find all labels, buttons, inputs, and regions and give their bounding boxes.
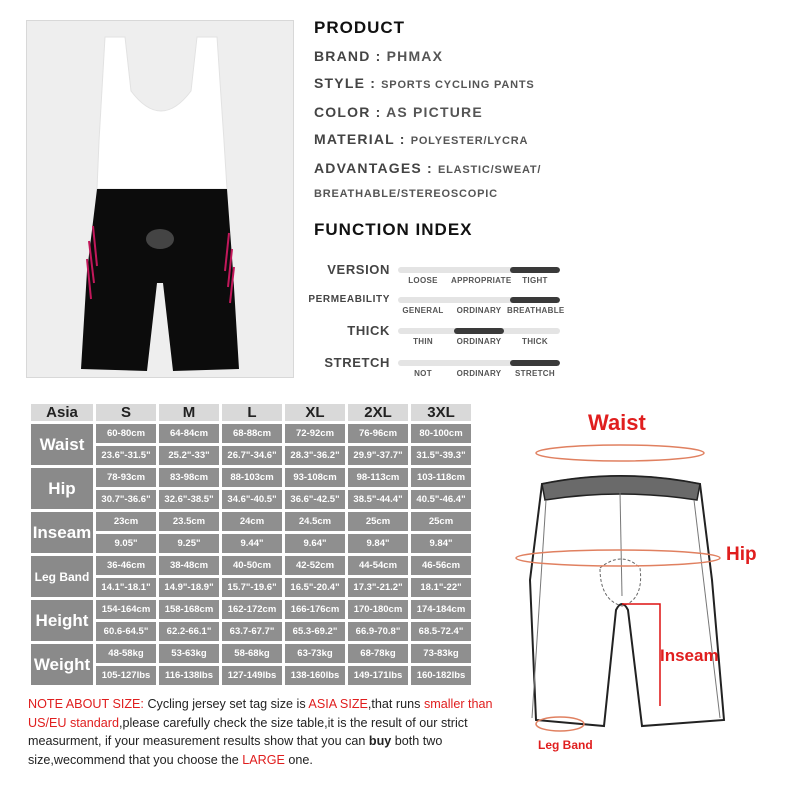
bib-shorts-image xyxy=(27,21,295,379)
size-value-metric: 80-100cm xyxy=(411,424,471,443)
note-smaller-than: smaller than US/EU standard xyxy=(28,697,493,730)
size-value-imperial: 14.9"-18.9" xyxy=(159,578,219,597)
waist-label: Waist xyxy=(588,410,646,435)
size-value-metric: 24cm xyxy=(222,512,282,531)
size-value-metric: 46-56cm xyxy=(411,556,471,575)
size-value-imperial: 9.84" xyxy=(348,534,408,553)
spec-key: BRAND : xyxy=(314,48,387,64)
function-label: STRETCH xyxy=(324,355,390,370)
function-level-indicator xyxy=(510,267,560,273)
size-value-imperial: 62.2-66.1" xyxy=(159,622,219,641)
size-row-imperial xyxy=(31,578,471,597)
size-value-imperial: 9.44" xyxy=(222,534,282,553)
function-label: PERMEABILITY xyxy=(308,294,390,305)
size-value-metric: 36-46cm xyxy=(96,556,156,575)
size-header: L xyxy=(222,404,282,421)
size-table xyxy=(28,401,474,688)
size-value-metric: 63-73kg xyxy=(285,644,345,663)
size-value-imperial: 36.6"-42.5" xyxy=(285,490,345,509)
size-value-imperial: 38.5"-44.4" xyxy=(348,490,408,509)
size-row-label: Hip xyxy=(31,468,93,509)
spec-value: SPORTS CYCLING PANTS xyxy=(381,79,535,91)
function-option: THICK xyxy=(522,337,548,346)
note-text-1: Cycling jersey set tag size is xyxy=(147,697,309,711)
size-header: S xyxy=(96,404,156,421)
size-row xyxy=(31,600,471,619)
function-level-bar xyxy=(398,267,560,273)
note-text-2: ,that runs xyxy=(367,697,424,711)
size-value-imperial: 65.3-69.2" xyxy=(285,622,345,641)
size-value-metric: 53-63kg xyxy=(159,644,219,663)
size-value-metric: 23cm xyxy=(96,512,156,531)
size-value-metric: 42-52cm xyxy=(285,556,345,575)
spec-row xyxy=(314,160,784,178)
function-label: THICK xyxy=(347,323,390,338)
size-table-header-row xyxy=(31,404,471,421)
size-value-imperial: 9.64" xyxy=(285,534,345,553)
size-value-metric: 88-103cm xyxy=(222,468,282,487)
function-option: TIGHT xyxy=(522,276,548,285)
spec-advantages-line2: BREATHABLE/STEREOSCOPIC xyxy=(314,188,498,200)
size-row xyxy=(31,556,471,575)
size-value-imperial: 9.84" xyxy=(411,534,471,553)
spec-key: ADVANTAGES : xyxy=(314,160,438,176)
note-text-5: one. xyxy=(284,752,313,767)
size-value-metric: 170-180cm xyxy=(348,600,408,619)
spec-value: ELASTIC/SWEAT/ xyxy=(437,164,542,176)
size-value-imperial: 68.5-72.4" xyxy=(411,622,471,641)
note-text-3: ,please carefully check the size table,it is the result of our strict measurment, if your measurement results show that you can xyxy=(28,715,468,748)
function-level-indicator xyxy=(454,328,504,334)
spec-key: MATERIAL : xyxy=(314,131,411,147)
inseam-label: Inseam xyxy=(660,646,719,665)
size-row xyxy=(31,512,471,531)
size-row-imperial xyxy=(31,446,471,465)
size-value-imperial: 105-127lbs xyxy=(96,666,156,685)
size-value-metric: 58-68kg xyxy=(222,644,282,663)
function-row xyxy=(304,263,564,291)
size-header: 3XL xyxy=(411,404,471,421)
size-row-imperial xyxy=(31,666,471,685)
size-row-label: Height xyxy=(31,600,93,641)
function-row xyxy=(304,356,564,384)
function-level-bar xyxy=(398,297,560,303)
function-row xyxy=(304,324,564,352)
spec-key: STYLE : xyxy=(314,75,382,91)
size-row-label: Inseam xyxy=(31,512,93,553)
product-photo xyxy=(26,20,294,378)
size-row-imperial xyxy=(31,534,471,553)
size-header: M xyxy=(159,404,219,421)
size-value-imperial: 31.5"-39.3" xyxy=(411,446,471,465)
function-option: ORDINARY xyxy=(456,369,502,378)
spec-row xyxy=(314,75,784,93)
size-value-imperial: 116-138lbs xyxy=(159,666,219,685)
size-value-imperial: 63.7-67.7" xyxy=(222,622,282,641)
waist-ellipse xyxy=(536,445,704,461)
spec-value: PHMAX xyxy=(386,48,444,64)
note-text-4: both two size,wecommend that you choose the xyxy=(28,734,443,767)
size-row-imperial xyxy=(31,490,471,509)
size-value-metric: 166-176cm xyxy=(285,600,345,619)
size-value-metric: 162-172cm xyxy=(222,600,282,619)
function-label: VERSION xyxy=(327,262,390,277)
size-row xyxy=(31,644,471,663)
size-value-metric: 158-168cm xyxy=(159,600,219,619)
spec-key: COLOR : xyxy=(314,104,387,120)
function-row xyxy=(304,293,564,321)
function-option: LOOSE xyxy=(408,276,438,285)
hip-label: Hip xyxy=(726,544,757,565)
size-value-metric: 98-113cm xyxy=(348,468,408,487)
size-value-imperial: 66.9-70.8" xyxy=(348,622,408,641)
spec-row xyxy=(314,104,784,120)
size-value-metric: 25cm xyxy=(411,512,471,531)
size-value-imperial: 138-160lbs xyxy=(285,666,345,685)
size-header: XL xyxy=(285,404,345,421)
function-option: BREATHABLE xyxy=(507,306,565,315)
size-value-metric: 72-92cm xyxy=(285,424,345,443)
spec-row xyxy=(314,48,784,64)
function-option: STRETCH xyxy=(515,369,555,378)
size-note xyxy=(28,695,498,769)
size-value-metric: 73-83kg xyxy=(411,644,471,663)
size-value-imperial: 32.6"-38.5" xyxy=(159,490,219,509)
measurement-diagram xyxy=(510,400,800,800)
function-index-heading: FUNCTION INDEX xyxy=(314,220,473,239)
size-value-imperial: 18.1"-22" xyxy=(411,578,471,597)
size-value-imperial: 160-182lbs xyxy=(411,666,471,685)
size-value-imperial: 60.6-64.5" xyxy=(96,622,156,641)
size-value-imperial: 25.2"-33" xyxy=(159,446,219,465)
size-value-metric: 68-88cm xyxy=(222,424,282,443)
note-buy: buy xyxy=(368,734,392,748)
size-value-metric: 40-50cm xyxy=(222,556,282,575)
function-option: ORDINARY xyxy=(456,306,502,315)
size-value-imperial: 9.25" xyxy=(159,534,219,553)
size-row xyxy=(31,424,471,443)
size-value-imperial: 28.3"-36.2" xyxy=(285,446,345,465)
note-asia-size: ASIA SIZE xyxy=(308,697,368,711)
size-value-metric: 83-98cm xyxy=(159,468,219,487)
function-option: NOT xyxy=(414,369,432,378)
spec-list xyxy=(314,48,784,178)
size-value-imperial: 127-149lbs xyxy=(222,666,282,685)
size-value-metric: 68-78kg xyxy=(348,644,408,663)
function-option: APPROPRIATE xyxy=(451,276,512,285)
size-value-metric: 78-93cm xyxy=(96,468,156,487)
size-value-imperial: 23.6"-31.5" xyxy=(96,446,156,465)
size-row-label: Weight xyxy=(31,644,93,685)
size-value-metric: 76-96cm xyxy=(348,424,408,443)
function-option: ORDINARY xyxy=(456,337,502,346)
leg-band-label: Leg Band xyxy=(538,738,593,752)
size-row-label: Waist xyxy=(31,424,93,465)
size-value-metric: 64-84cm xyxy=(159,424,219,443)
size-value-imperial: 14.1"-18.1" xyxy=(96,578,156,597)
size-value-imperial: 30.7"-36.6" xyxy=(96,490,156,509)
size-value-imperial: 40.5"-46.4" xyxy=(411,490,471,509)
size-value-metric: 38-48cm xyxy=(159,556,219,575)
size-value-imperial: 29.9"-37.7" xyxy=(348,446,408,465)
product-info xyxy=(314,18,784,240)
function-level-indicator xyxy=(510,360,560,366)
size-header-region: Asia xyxy=(31,404,93,421)
size-value-metric: 93-108cm xyxy=(285,468,345,487)
function-level-bar xyxy=(398,360,560,366)
size-row xyxy=(31,468,471,487)
size-value-metric: 23.5cm xyxy=(159,512,219,531)
size-value-metric: 154-164cm xyxy=(96,600,156,619)
size-value-imperial: 149-171lbs xyxy=(348,666,408,685)
function-level-bar xyxy=(398,328,560,334)
size-value-imperial: 15.7"-19.6" xyxy=(222,578,282,597)
spec-value: AS PICTURE xyxy=(386,104,483,120)
size-row-imperial xyxy=(31,622,471,641)
size-value-metric: 60-80cm xyxy=(96,424,156,443)
size-row-label: Leg Band xyxy=(31,556,93,597)
size-value-metric: 25cm xyxy=(348,512,408,531)
size-value-metric: 174-184cm xyxy=(411,600,471,619)
function-option: THIN xyxy=(413,337,433,346)
size-value-metric: 103-118cm xyxy=(411,468,471,487)
spec-row xyxy=(314,131,784,149)
size-value-metric: 44-54cm xyxy=(348,556,408,575)
size-value-metric: 24.5cm xyxy=(285,512,345,531)
note-large: LARGE xyxy=(242,752,285,767)
product-heading: PRODUCT xyxy=(314,18,406,37)
size-value-imperial: 26.7"-34.6" xyxy=(222,446,282,465)
size-value-imperial: 16.5"-20.4" xyxy=(285,578,345,597)
note-title: NOTE ABOUT SIZE: xyxy=(28,697,148,711)
function-level-indicator xyxy=(510,297,560,303)
size-header: 2XL xyxy=(348,404,408,421)
size-value-metric: 48-58kg xyxy=(96,644,156,663)
size-value-imperial: 9.05" xyxy=(96,534,156,553)
spec-value: POLYESTER/LYCRA xyxy=(410,135,529,147)
size-value-imperial: 17.3"-21.2" xyxy=(348,578,408,597)
function-option: GENERAL xyxy=(402,306,444,315)
size-value-imperial: 34.6"-40.5" xyxy=(222,490,282,509)
